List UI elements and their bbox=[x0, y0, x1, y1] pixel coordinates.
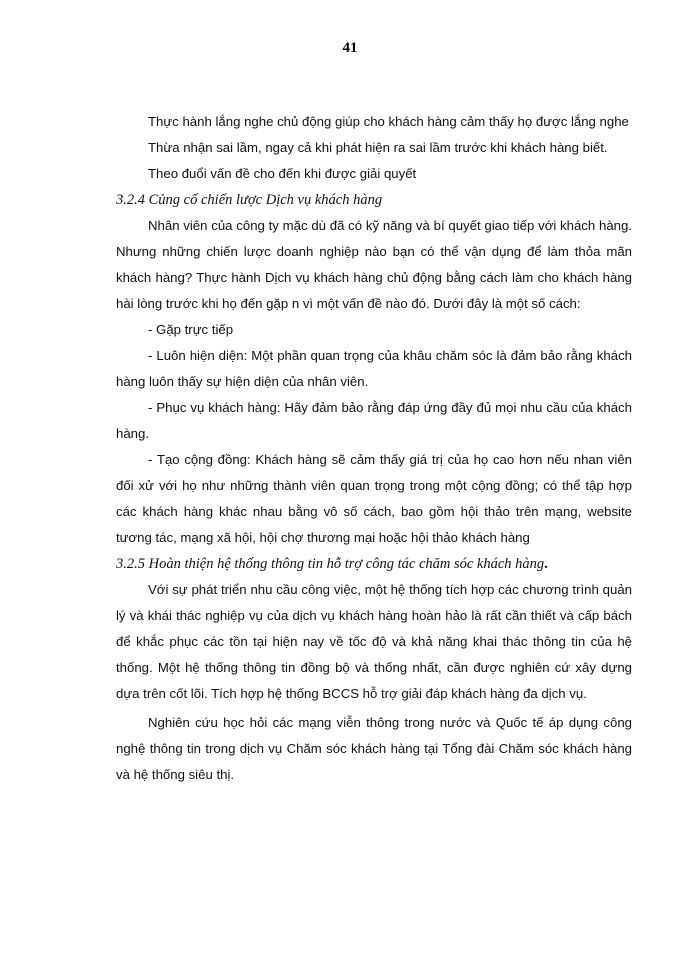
section-3-2-5-paragraph-1: Với sự phát triển nhu cầu công việc, một hệ thống tích hợp các chương trình quản lý và khái thác nghiệp vụ của dịch vụ khách hàng hoàn hảo là rất cần thiết và cấp bách để khắc phục các tồn tại hiện nay về tốc độ và khả năng khai thác thông tin của hệ thống. Một hệ thống thông tin đồng bộ và thống nhất, cần được nghiên cứ xây dựng dựa trên cốt lõi. Tích hợp hệ thống BCCS hỗ trợ giải đáp khách hàng đa dịch vụ. bbox=[116, 582, 632, 701]
list-item-build-community: - Tạo cộng đồng: Khách hàng sẽ cảm thấy giá trị của họ cao hơn nếu nhan viên đối xử với họ như những thành viên quan trọng trong một cộng đồng; có thể tập hợp các khách hàng khác nhau bằng vô số cách, bao gồm hội thảo trên mạng, website tương tác, mạng xã hội, hội chợ thương mại hoặc hội thảo khách hàng bbox=[116, 452, 632, 545]
list-item-meet-directly: - Gặp trực tiếp bbox=[148, 322, 234, 337]
list-item-always-present: - Luôn hiện diện: Một phần quan trọng của khâu chăm sóc là đảm bảo rằng khách hàng luôn thấy sự hiện diện của nhân viên. bbox=[116, 348, 632, 389]
section-3-2-4-paragraph: Nhân viên của công ty mặc dù đã có kỹ năng và bí quyết giao tiếp với khách hàng. Nhưng những chiến lược doanh nghiệp nào bạn có thể vận dụng để làm thỏa mãn khách hàng? Thực hành Dịch vụ khách hàng chủ động bằng cách làm cho khách hàng hài lòng trước khi họ đến gặp n vì một vấn đề nào đó. Dưới đây là một số cách: bbox=[116, 218, 632, 311]
section-heading-3-2-4: 3.2.4 Củng cố chiến lược Dịch vụ khách hàng bbox=[116, 192, 383, 208]
document-body bbox=[116, 109, 632, 788]
page-number: 41 bbox=[342, 40, 358, 56]
intro-line-follow-up: Theo đuổi vấn đề cho đến khi được giải quyết bbox=[148, 166, 417, 181]
section-heading-3-2-5 bbox=[116, 551, 632, 577]
intro-line-admit-mistakes: Thừa nhận sai lầm, ngay cả khi phát hiện ra sai lầm trước khi khách hàng biết. bbox=[148, 140, 608, 155]
section-heading-3-2-5-period: . bbox=[544, 556, 548, 572]
section-3-2-5-paragraph-2: Nghiên cứu học hỏi các mạng viễn thông trong nước và Quốc tế áp dụng công nghệ thông tin trong dịch vụ Chăm sóc khách hàng tại Tổng đài Chăm sóc khách hàng và hệ thống siêu thị. bbox=[116, 715, 632, 782]
list-item-serve-customers: - Phục vụ khách hàng: Hãy đảm bảo rằng đáp ứng đầy đủ mọi nhu cầu của khách hàng. bbox=[116, 400, 632, 441]
section-heading-3-2-5-text: 3.2.5 Hoàn thiện hệ thống thông tin hỗ trợ công tác chăm sóc khách hàng bbox=[116, 556, 545, 572]
intro-line-active-listening: Thực hành lắng nghe chủ động giúp cho khách hàng cảm thấy họ được lắng nghe bbox=[148, 114, 629, 129]
